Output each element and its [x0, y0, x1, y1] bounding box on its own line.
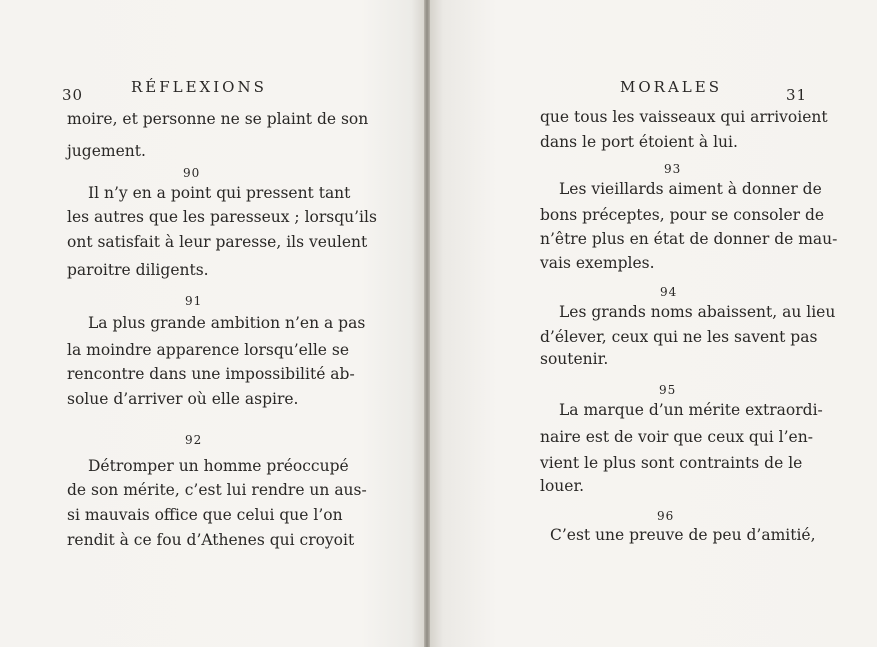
text-line: ont satisfait à leur paresse, ils veulent [67, 233, 368, 251]
maxim-number: 92 [185, 433, 203, 447]
text-line: louer. [540, 477, 585, 495]
maxim-number: 96 [657, 509, 675, 523]
maxim-number: 91 [185, 294, 203, 308]
page-number-left: 30 [62, 86, 84, 104]
right-page [430, 0, 877, 647]
text-line: Il n’y en a point qui pressent tant [88, 184, 351, 202]
text-line: vais exemples. [540, 254, 655, 272]
text-line: Détromper un homme préoccupé [88, 457, 349, 475]
text-line: les autres que les paresseux ; lorsqu’ils [67, 208, 377, 226]
text-line: soutenir. [540, 350, 609, 368]
text-line: de son mérite, c’est lui rendre un aus- [67, 481, 367, 499]
text-line: dans le port étoient à lui. [540, 133, 738, 151]
maxim-number: 93 [664, 162, 682, 176]
text-line: vient le plus sont contraints de le [540, 454, 803, 472]
text-line: n’être plus en état de donner de mau- [540, 230, 838, 248]
text-line: naire est de voir que ceux qui l’en- [540, 428, 813, 446]
text-line: la moindre apparence lorsqu’elle se [67, 341, 349, 359]
text-line: rendit à ce fou d’Athenes qui croyoit [67, 531, 355, 549]
text-line: jugement. [67, 142, 146, 160]
left-page [0, 0, 424, 647]
text-line: que tous les vaisseaux qui arrivoient [540, 108, 828, 126]
text-line: La marque d’un mérite extraordi- [559, 401, 823, 419]
text-line: si mauvais office que celui que l’on [67, 506, 343, 524]
running-head-right: MORALES [620, 78, 722, 96]
text-line: paroitre diligents. [67, 261, 209, 279]
maxim-number: 90 [183, 166, 201, 180]
page-number-right: 31 [786, 86, 808, 104]
text-line: bons préceptes, pour se consoler de [540, 206, 825, 224]
text-line: solue d’arriver où elle aspire. [67, 390, 299, 408]
text-line: moire, et personne ne se plaint de son [67, 110, 369, 128]
text-line: Les grands noms abaissent, au lieu [559, 303, 836, 321]
text-line: La plus grande ambition n’en a pas [88, 314, 366, 332]
text-line: C’est une preuve de peu d’amitié, [550, 526, 816, 544]
text-line: d’élever, ceux qui ne les savent pas [540, 328, 818, 346]
maxim-number: 95 [659, 383, 677, 397]
maxim-number: 94 [660, 285, 678, 299]
text-line: Les vieillards aiment à donner de [559, 180, 822, 198]
text-line: rencontre dans une impossibilité ab- [67, 365, 355, 383]
running-head-left: RÉFLEXIONS [131, 78, 267, 96]
